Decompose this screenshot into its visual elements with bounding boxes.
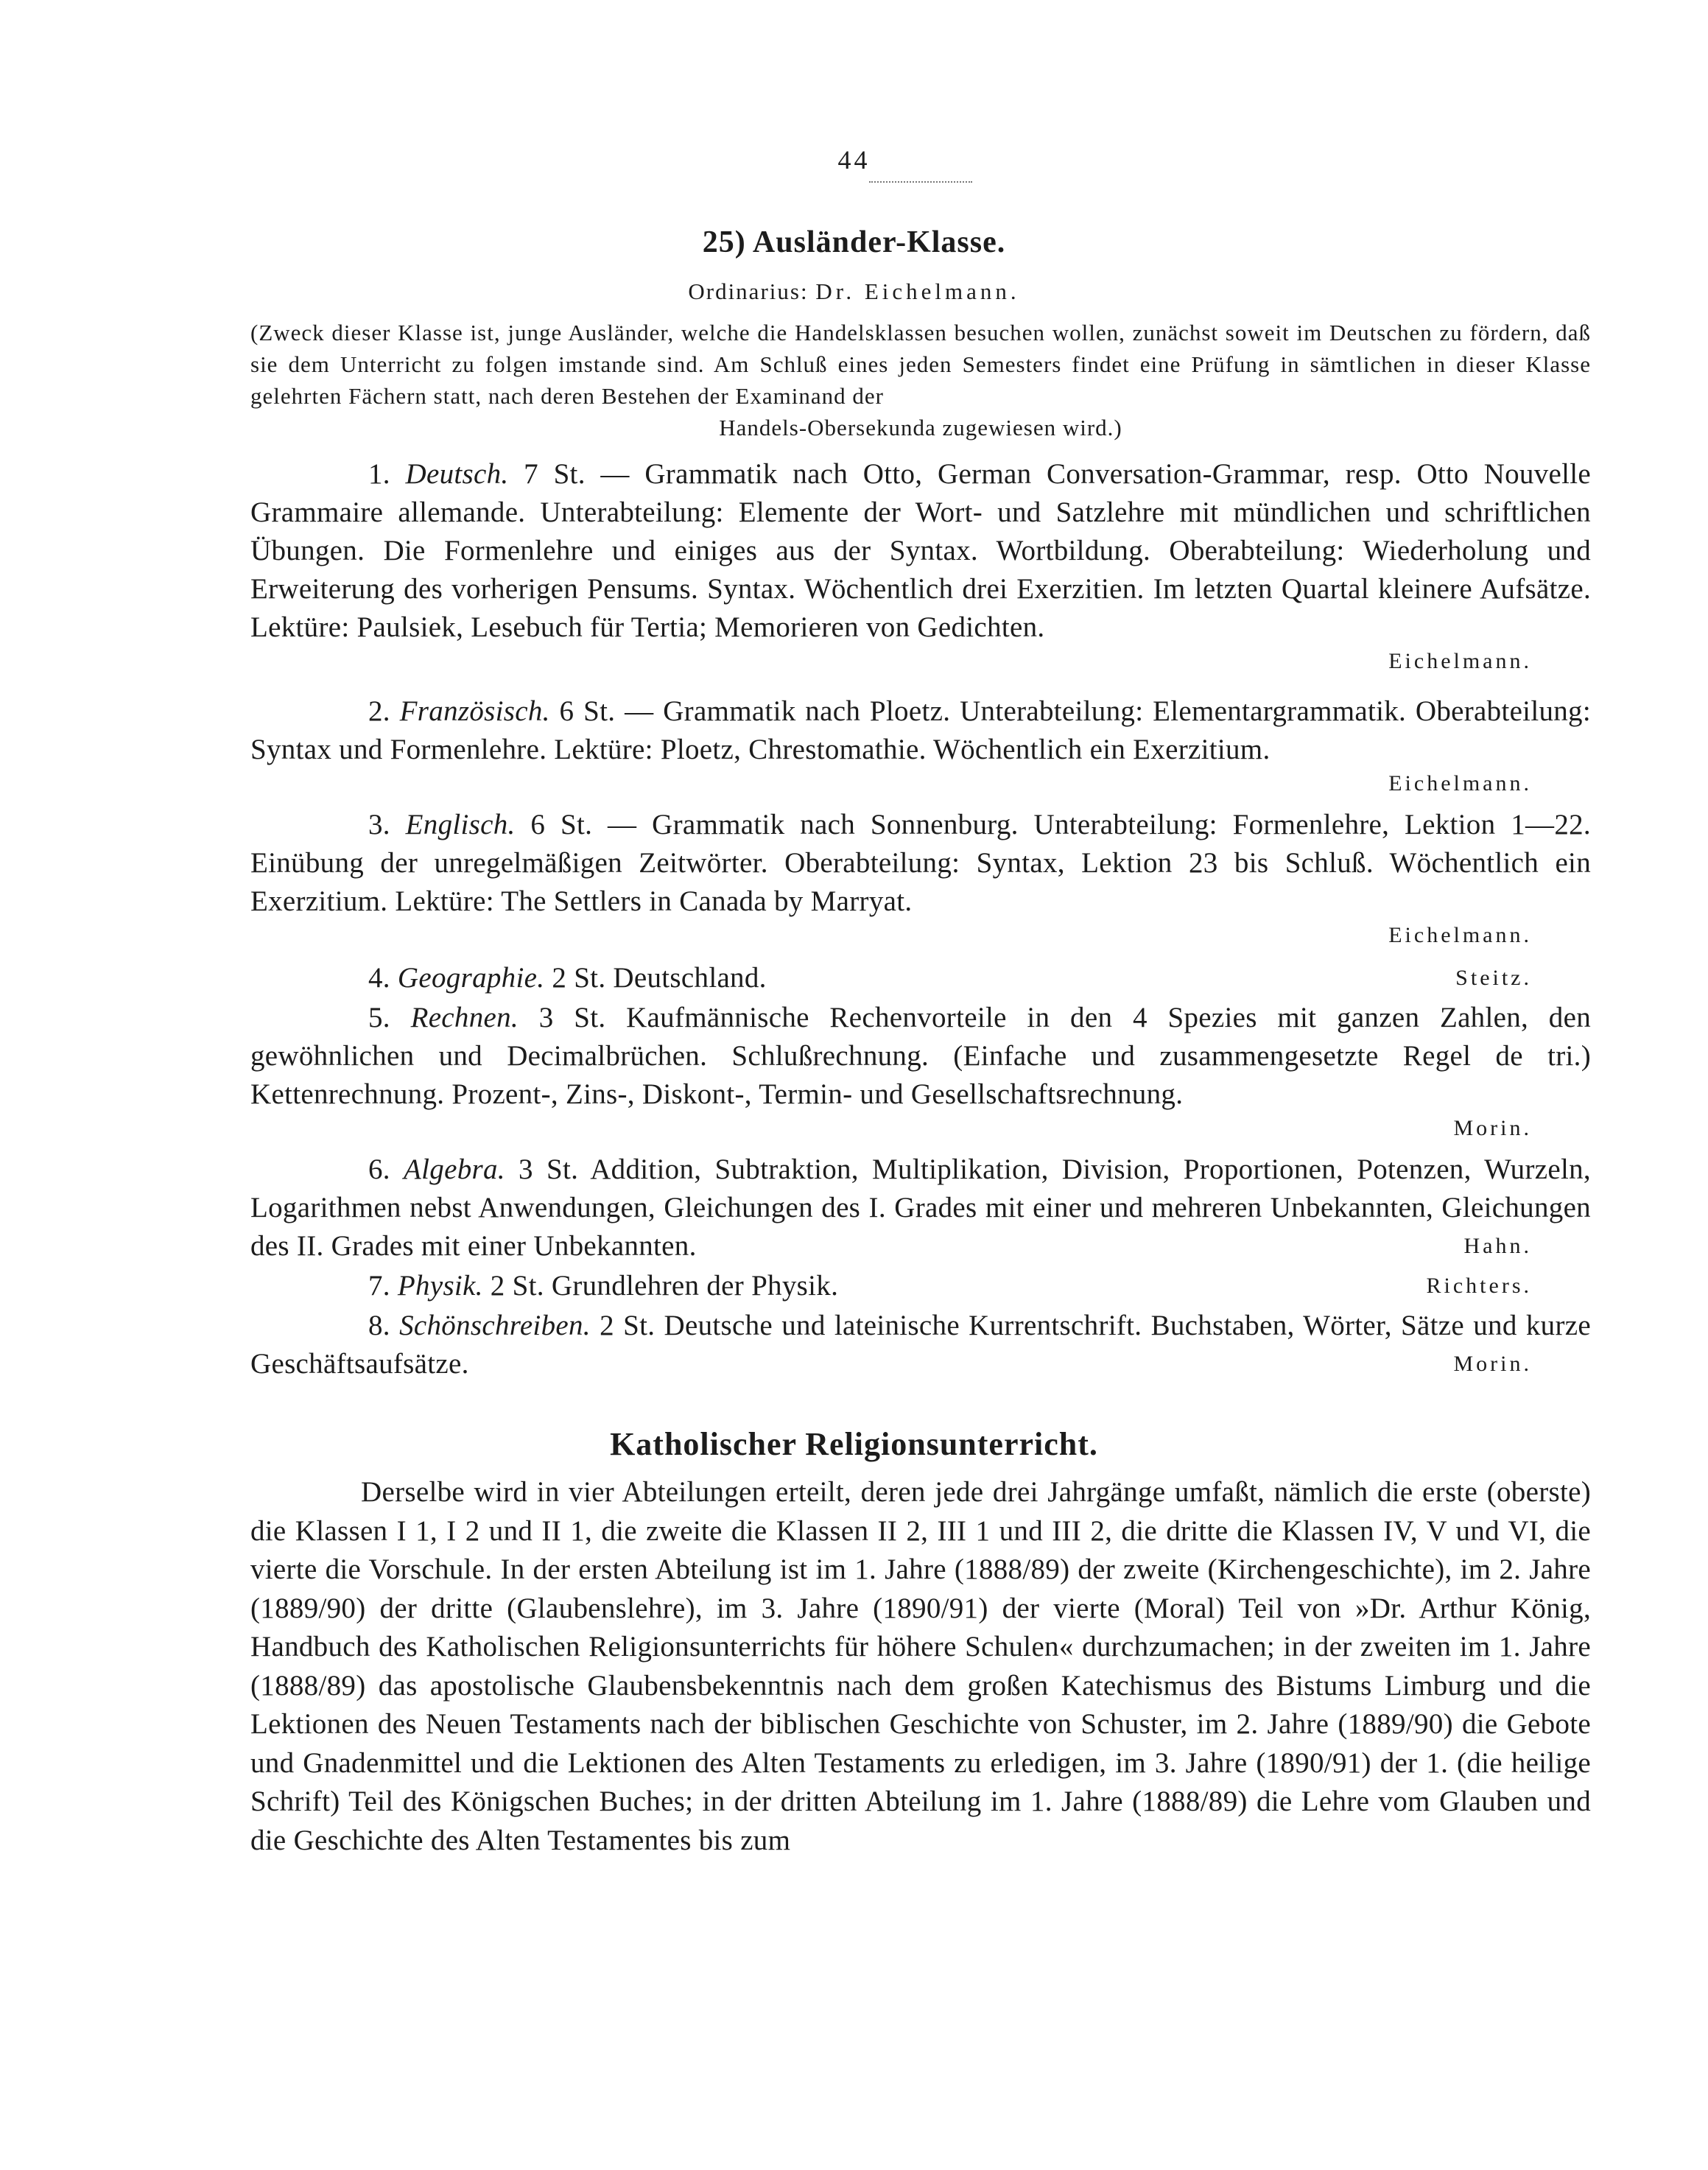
subject-text: 6 St. — Grammatik nach Sonnenburg. Unterabteilung: Formenlehre, Lektion 1—22. Einübung der unregelmäßigen Zeitwörter. Oberabteilung: Syntax, Lektion 23 bis Schluß. Wöchentlich ein Exerzitium. Lektüre: The Settlers in Canada by Marryat. <box>250 809 1591 917</box>
subject-paragraph <box>250 1267 1591 1305</box>
subject-geographie <box>250 959 1591 997</box>
subject-name: Physik. <box>397 1270 483 1302</box>
subject-number: 8. <box>368 1310 390 1341</box>
teacher-name: Hahn. <box>1463 1234 1532 1258</box>
intro-text: (Zweck dieser Klasse ist, junge Ausländer, welche die Handelsklassen besuchen wollen, zunächst soweit im Deutschen zu fördern, daß sie dem Unterricht zu folgen imstande sind. Am Schluß eines jeden Semesters findet eine Prüfung in sämtlichen in dieser Klasse gelehrten Fächern statt, nach deren Bestehen der Examinand der <box>250 320 1591 409</box>
subject-algebra <box>250 1151 1591 1265</box>
ordinarius-label: Ordinarius: <box>688 278 809 304</box>
subject-name: Französisch. <box>399 695 550 727</box>
teacher-name: Steitz. <box>1455 966 1532 990</box>
subject-number: 2. <box>368 695 390 727</box>
subject-franzoesisch <box>250 692 1591 798</box>
teacher-name: Morin. <box>1453 1116 1532 1140</box>
subject-name: Deutsch. <box>405 458 509 490</box>
catholic-paragraph: Derselbe wird in vier Abteilungen erteilt, deren jede drei Jahrgänge umfaßt, nämlich die erste (oberste) die Klassen I 1, I 2 und II 1, die zweite die Klassen II 2, III 1 und III 2, die dritte die Klassen IV, V und VI, die vierte die Vorschule. In der ersten Abteilung ist im 1. Jahre (1888/89) der zweite (Kirchengeschichte), im 2. Jahre (1889/90) der dritte (Glaubenslehre), im 3. Jahre (1890/91) der vierte (Moral) Teil von »Dr. Arthur König, Handbuch des Katholischen Religionsunterrichts für höhere Schulen« durchzumachen; in der zweiten im 1. Jahre (1888/89) das apostolische Glaubensbekenntnis nach dem großen Katechismus des Bistums Limburg und die Lektionen des Neuen Testaments nach der biblischen Geschichte von Schuster, im 2. Jahre (1889/90) die Gebote und Gnadenmittel und die Lektionen des Alten Testaments zu erledigen, im 3. Jahre (1890/91) der 1. (die heilige Schrift) Teil des Königschen Buches; in der dritten Abteilung im 1. Jahre (1888/89) die Lehre vom Glauben und die Geschichte des Alten Testamentes bis zum <box>250 1476 1591 1856</box>
page-number-rule <box>869 181 972 183</box>
teacher-name: Eichelmann. <box>1388 923 1532 947</box>
subject-name: Algebra. <box>404 1154 505 1185</box>
teacher-name: Eichelmann. <box>1388 771 1532 796</box>
subject-name: Geographie. <box>397 962 545 994</box>
teacher-name: Eichelmann. <box>1388 649 1532 673</box>
ordinarius-name: Dr. Eichelmann. <box>815 278 1020 304</box>
catholic-heading: Katholischer Religionsunterricht. <box>610 1426 1098 1462</box>
subject-text: 3 St. Addition, Subtraktion, Multiplikation, Division, Proportionen, Potenzen, Wurzeln, Logarithmen nebst Anwendungen, Gleichungen des I. Grades mit einer und mehreren Unbekannten, Gleichungen des II. Grades mit einer Unbekannten. <box>250 1154 1591 1262</box>
subject-paragraph <box>250 455 1591 647</box>
subject-rechnen <box>250 999 1591 1143</box>
page-number: 44 <box>837 145 871 175</box>
subject-physik <box>250 1267 1591 1305</box>
subject-number: 5. <box>368 1002 390 1033</box>
subject-number: 1. <box>368 458 390 490</box>
subject-paragraph <box>250 999 1591 1114</box>
catholic-section <box>250 1473 1591 1860</box>
subject-schoenschreiben <box>250 1307 1591 1383</box>
teacher-name: Richters. <box>1426 1274 1532 1298</box>
subject-number: 4. <box>368 962 390 994</box>
subject-text: 3 St. Kaufmännische Rechenvorteile in den 4 Spezies mit ganzen Zahlen, den gewöhnlichen und Decimalbrüchen. Schlußrechnung. (Einfache und zusammengesetzte Regel de tri.) Kettenrechnung. Prozent-, Zins-, Diskont-, Termin- und Gesellschaftsrechnung. <box>250 1002 1591 1110</box>
section-heading: 25) Ausländer-Klasse. <box>702 225 1006 259</box>
subject-paragraph <box>250 692 1591 769</box>
subject-name: Englisch. <box>405 809 516 840</box>
teacher-name: Morin. <box>1453 1352 1532 1376</box>
intro-paragraph <box>250 317 1591 443</box>
subject-text: 7 St. — Grammatik nach Otto, German Conversation-Grammar, resp. Otto Nouvelle Grammaire allemande. Unterabteilung: Elemente der Wort- und Satzlehre mit mündlichen und schriftlichen Übungen. Die Formenlehre und einiges aus der Syntax. Wortbildung. Oberabteilung: Wiederholung und Erweiterung des vorherigen Pensums. Syntax. Wöchentlich drei Exerzitien. Im letzten Quartal kleinere Aufsätze. Lektüre: Paulsiek, Lesebuch für Tertia; Memorieren von Gedichten. <box>250 458 1591 643</box>
subject-number: 7. <box>368 1270 390 1302</box>
subject-deutsch <box>250 455 1591 676</box>
subject-text: 6 St. — Grammatik nach Ploetz. Unterabteilung: Elementargrammatik. Oberabteilung: Syntax und Formenlehre. Lektüre: Ploetz, Chrestomathie. Wöchentlich ein Exerzitium. <box>250 695 1591 765</box>
subject-name: Rechnen. <box>410 1002 519 1033</box>
subject-paragraph <box>250 1151 1591 1265</box>
subject-text: 2 St. Deutsche und lateinische Kurrentschrift. Buchstaben, Wörter, Sätze und kurze Geschäftsaufsätze. <box>250 1310 1591 1380</box>
intro-text-last: Handels-Obersekunda zugewiesen wird.) <box>719 415 1122 440</box>
subject-paragraph <box>250 806 1591 921</box>
subject-englisch <box>250 806 1591 950</box>
subject-text: 2 St. Grundlehren der Physik. <box>490 1270 839 1302</box>
subject-text: 2 St. Deutschland. <box>552 962 767 994</box>
subject-paragraph <box>250 959 1591 997</box>
subject-number: 3. <box>368 809 390 840</box>
subject-number: 6. <box>368 1154 390 1185</box>
subject-paragraph <box>250 1307 1591 1383</box>
subject-name: Schönschreiben. <box>399 1310 591 1341</box>
ordinarius-line <box>0 278 1708 305</box>
